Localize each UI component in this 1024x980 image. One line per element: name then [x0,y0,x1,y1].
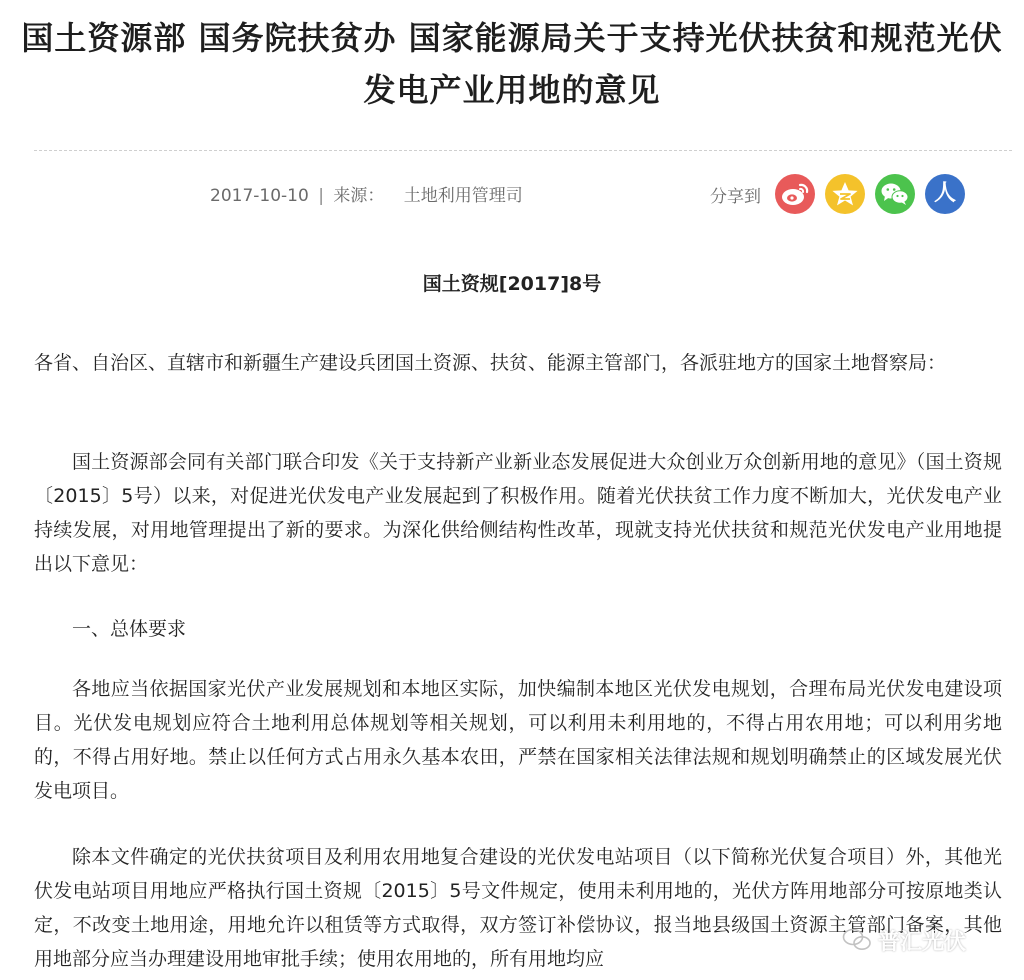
people-icon: 人 [933,181,956,206]
share-bar [710,172,965,216]
addressee: 各省、自治区、直辖市和新疆生产建设兵团国土资源、扶贫、能源主管部门，各派驻地方的国家土地督察局： [34,352,947,374]
section-paragraph: 各地应当依据国家光伏产业发展规划和本地区实际，加快编制本地区光伏发电规划，合理布局光伏发电建设项目。光伏发电规划应符合土地利用总体规划等相关规划，可以利用未利用地的，不得占用农用地；可以利用劣地的，不得占用好地。禁止以任何方式占用永久基本农田，严禁在国家相关法律法规和规划明确禁止的区域发展光伏发电项目。 [34,678,1002,802]
source-value: 土地利用管理司 [403,186,523,206]
watermark-text: 普汇光伏 [878,929,967,955]
watermark [842,920,966,960]
wechat-icon [842,927,872,953]
section-paragraph: 除本文件确定的光伏扶贫项目及利用农用地复合建设的光伏发电站项目（以下简称光伏复合项目）外，其他光伏发电站项目用地应严格执行国土资规〔2015〕5号文件规定，使用未利用地的，光伏方阵用地部分可按原地类认定，不改变土地用途，用地允许以租赁等方式取得，双方签订补偿协议，报当地县级国土资源主管部门备案，其他用地部分应当办理建设用地审批手续；使用农用地的，所有用地均应 [34,846,1002,970]
share-people-button[interactable] [925,174,965,214]
source-label: 来源： [333,186,385,206]
intro-paragraph: 国土资源部会同有关部门联合印发《关于支持新产业新业态发展促进大众创业万众创新用地的意见》（国土资规〔2015〕5号）以来，对促进光伏发电产业发展起到了积极作用。随着光伏扶贫工作力度不断加大，光伏发电产业持续发展，对用地管理提出了新的要求。为深化供给侧结构性改革，现就支持光伏扶贫和规范光伏发电产业用地提出以下意见： [34,451,1002,575]
share-qzone-button[interactable] [825,174,865,214]
weibo-icon [780,181,810,207]
wechat-icon [880,181,910,207]
article-title: 国土资源部 国务院扶贫办 国家能源局关于支持光伏扶贫和规范光伏发电产业用地的意见 [21,19,1003,109]
qzone-star-icon [831,180,859,208]
share-weibo-button[interactable] [775,174,815,214]
document-number: 国土资规[2017]8号 [422,273,602,295]
share-wechat-button[interactable] [875,174,915,214]
section-heading: 一、总体要求 [72,618,187,640]
meta-separator: | [318,186,324,206]
article-meta [210,184,523,208]
title-divider [34,150,1012,151]
publish-date: 2017-10-10 [210,186,309,206]
share-label: 分享到 [710,186,761,207]
